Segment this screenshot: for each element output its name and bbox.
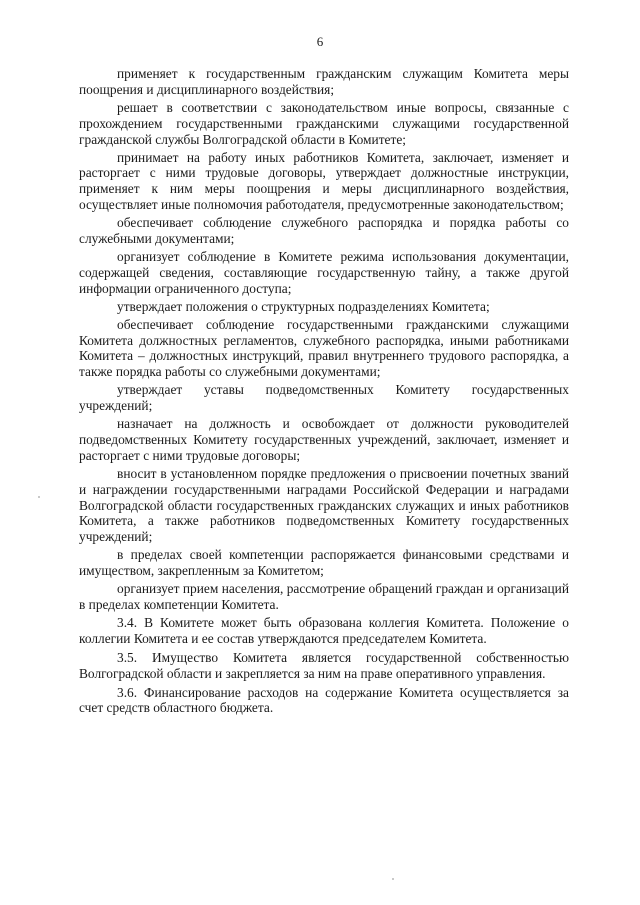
paragraph: 3.5. Имущество Комитета является государственной собственностью Волгоградской области и закрепляется за ним на праве оперативного управления. bbox=[79, 649, 569, 681]
paragraph: вносит в установленном порядке предложения о присвоении почетных званий и награждении государственными наградами Российской Федерации и наградами Волгоградской области государственных гражданских служащих и иных работников Комитета, а также работников подведомственных Комитету государственных учреждений; bbox=[79, 465, 569, 545]
paragraph: организует прием населения, рассмотрение обращений граждан и организаций в пределах компетенции Комитета. bbox=[79, 581, 569, 612]
paragraph: назначает на должность и освобождает от должности руководителей подведомственных Комитету государственных учреждений, заключает, изменяет и расторгает с ними трудовые договоры; bbox=[79, 416, 569, 463]
paragraph: обеспечивает соблюдение служебного распорядка и порядка работы со служебными документами; bbox=[79, 215, 569, 247]
paragraph: решает в соответствии с законодательством иные вопросы, связанные с прохождением государственными гражданскими служащими государственной гражданской службы Волгоградской области в Комитете; bbox=[79, 99, 569, 147]
paragraph: организует соблюдение в Комитете режима использования документации, содержащей сведения, составляющие государственную тайну, а также другой информации ограниченного доступа; bbox=[79, 248, 569, 296]
page-number: 6 bbox=[316, 34, 324, 49]
paragraph: в пределах своей компетенции распоряжается финансовыми средствами и имуществом, закрепленным за Комитетом; bbox=[79, 547, 569, 579]
paragraph: применяет к государственным гражданским служащим Комитета меры поощрения и дисциплинарного воздействия; bbox=[79, 66, 569, 97]
document-body bbox=[79, 66, 569, 718]
paragraph: 3.4. В Комитете может быть образована коллегия Комитета. Положение о коллегии Комитета и ее состав утверждаются председателем Комитета. bbox=[79, 614, 569, 646]
scan-artifact bbox=[392, 878, 394, 880]
scan-artifact bbox=[38, 496, 40, 498]
paragraph: 3.6. Финансирование расходов на содержание Комитета осуществляется за счет средств областного бюджета. bbox=[79, 684, 569, 716]
paragraph: принимает на работу иных работников Комитета, заключает, изменяет и расторгает с ними трудовые договоры, утверждает должностные инструкции, применяет к ним меры поощрения и меры дисциплинарного воздействия, осуществляет иные полномочия работодателя, предусмотренные законодательством; bbox=[79, 149, 569, 213]
paragraph: утверждает положения о структурных подразделениях Комитета; bbox=[117, 298, 490, 314]
paragraph: обеспечивает соблюдение государственными гражданскими служащими Комитета должностных регламентов, служебного распорядка, иными работниками Комитета – должностных инструкций, правил внутреннего трудового распорядка, а также порядка работы со служебными документами; bbox=[79, 316, 569, 380]
paragraph: утверждает уставы подведомственных Комитету государственных учреждений; bbox=[79, 382, 569, 414]
